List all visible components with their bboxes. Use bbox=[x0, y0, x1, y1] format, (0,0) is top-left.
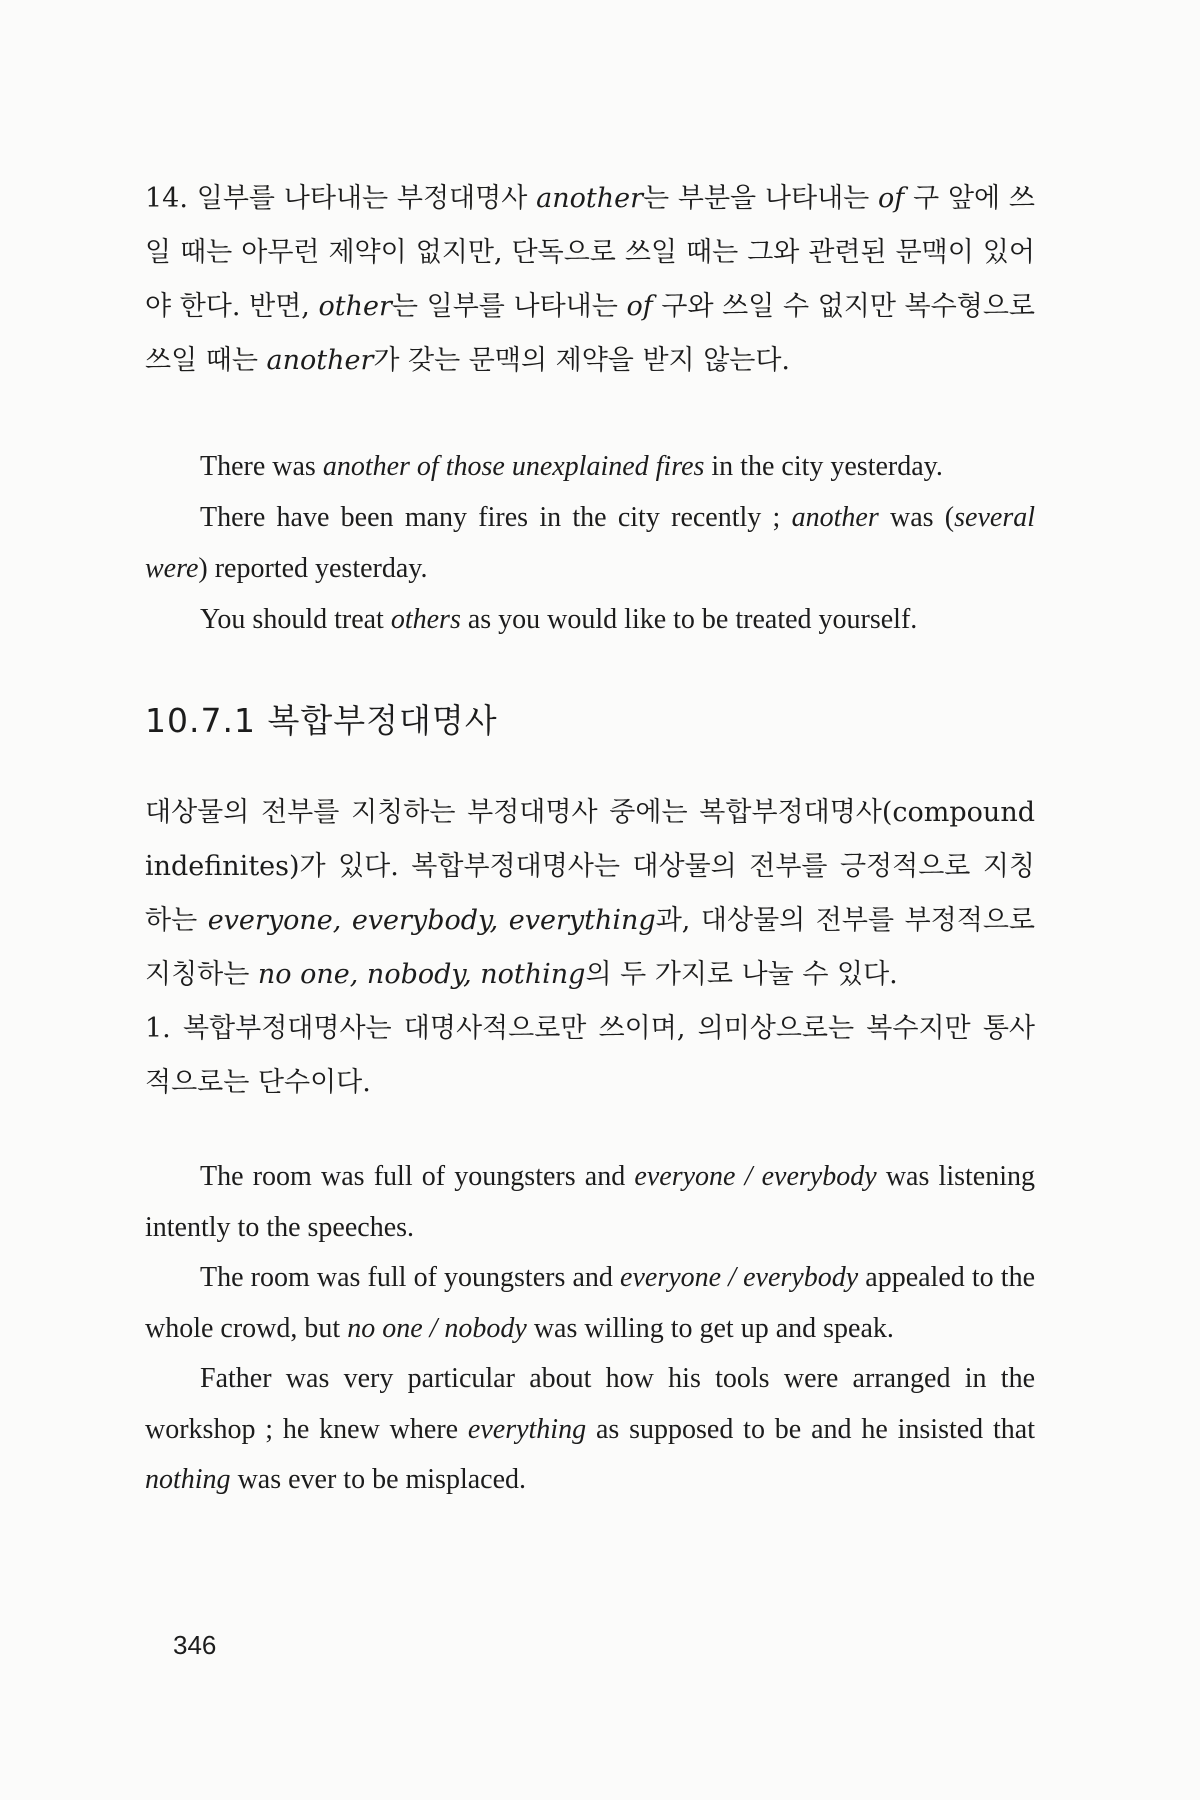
italic-term: everyone / everybody bbox=[634, 1161, 877, 1192]
page-number: 346 bbox=[173, 1630, 217, 1660]
italic-term: another bbox=[536, 183, 643, 214]
text-run: There have been many fires in the city recently ; bbox=[200, 502, 792, 533]
example-sentence bbox=[145, 594, 1035, 645]
italic-term: another bbox=[266, 345, 374, 376]
example-sentence bbox=[145, 1152, 1035, 1253]
text-run: as you would like to be treated yourself. bbox=[460, 604, 918, 635]
text-run: was ( bbox=[878, 502, 955, 533]
italic-term: no one / nobody bbox=[347, 1312, 527, 1344]
text-run: 과, 대상물의 전부를 부정적으로 지칭하는 bbox=[145, 905, 1035, 990]
italic-term: others bbox=[390, 604, 461, 635]
italic-term: several were bbox=[145, 502, 1035, 584]
text-run: 14. 일부를 나타내는 부정대명사 bbox=[145, 183, 537, 214]
text-run: You should treat bbox=[200, 604, 391, 635]
italic-term: everyone / everybody bbox=[620, 1262, 859, 1293]
text-run: Father was very particular about how his tools were arranged in the workshop ; he knew where bbox=[145, 1363, 1035, 1445]
text-run: The room was full of youngsters and bbox=[200, 1262, 621, 1293]
example-sentence bbox=[145, 1354, 1035, 1506]
text-run: was willing to get up and speak. bbox=[526, 1312, 894, 1344]
italic-term: everything bbox=[467, 1413, 587, 1445]
text-run: was ever to be misplaced. bbox=[230, 1464, 527, 1495]
text-run: as supposed to be and he insisted that bbox=[586, 1413, 1035, 1445]
text-run: appealed to the whole crowd, but bbox=[145, 1262, 1035, 1344]
text-run: ) reported yesterday. bbox=[198, 553, 428, 584]
italic-term: of bbox=[878, 183, 905, 214]
text-run: The room was full of youngsters and bbox=[200, 1161, 635, 1192]
section-heading: 10.7.1 복합부정대명사 bbox=[145, 701, 498, 740]
text-run: 구 앞에 쓰일 때는 아무런 제약이 없지만, 단독으로 쓰일 때는 그와 관련된 문맥이 있어야 한다. 반면, bbox=[145, 183, 1035, 322]
example-block-1 bbox=[145, 441, 1035, 645]
example-sentence bbox=[145, 1253, 1035, 1354]
example-block-2 bbox=[145, 1152, 1035, 1506]
example-sentence bbox=[145, 492, 1035, 594]
text-run: in the city yesterday. bbox=[704, 451, 943, 482]
text-run: 는 일부를 나타내는 bbox=[391, 291, 627, 322]
italic-term: nothing bbox=[145, 1464, 231, 1495]
intro-paragraph bbox=[145, 786, 1035, 1110]
note-14-text bbox=[145, 172, 1035, 388]
intro-text bbox=[145, 786, 1035, 1002]
italic-term: no one, nobody, nothing bbox=[257, 959, 586, 990]
italic-term: of bbox=[626, 291, 653, 322]
note-14 bbox=[145, 172, 1035, 388]
text-run: 는 부분을 나타내는 bbox=[642, 183, 879, 214]
text-run: 의 두 가지로 나눌 수 있다. bbox=[585, 959, 898, 990]
text-run: There was bbox=[200, 451, 323, 482]
italic-term: everyone, everybody, everything bbox=[207, 905, 656, 936]
italic-term: another bbox=[791, 502, 879, 533]
note-1: 1. 복합부정대명사는 대명사적으로만 쓰이며, 의미상으로는 복수지만 통사적으로는 단수이다. bbox=[145, 1013, 1035, 1098]
text-run: 구와 쓰일 수 없지만 복수형으로 쓰일 때는 bbox=[145, 291, 1035, 376]
text-run: 대상물의 전부를 지칭하는 부정대명사 중에는 복합부정대명사(compound indefinites)가 있다. 복합부정대명사는 대상물의 전부를 긍정적으로 지칭하는 bbox=[145, 797, 1035, 936]
text-run: was listening intently to the speeches. bbox=[145, 1161, 1035, 1243]
italic-term: other bbox=[318, 291, 392, 322]
italic-term: another of those unexplained fires bbox=[322, 451, 705, 482]
text-run: 가 갖는 문맥의 제약을 받지 않는다. bbox=[373, 345, 791, 376]
example-sentence bbox=[145, 441, 1035, 492]
